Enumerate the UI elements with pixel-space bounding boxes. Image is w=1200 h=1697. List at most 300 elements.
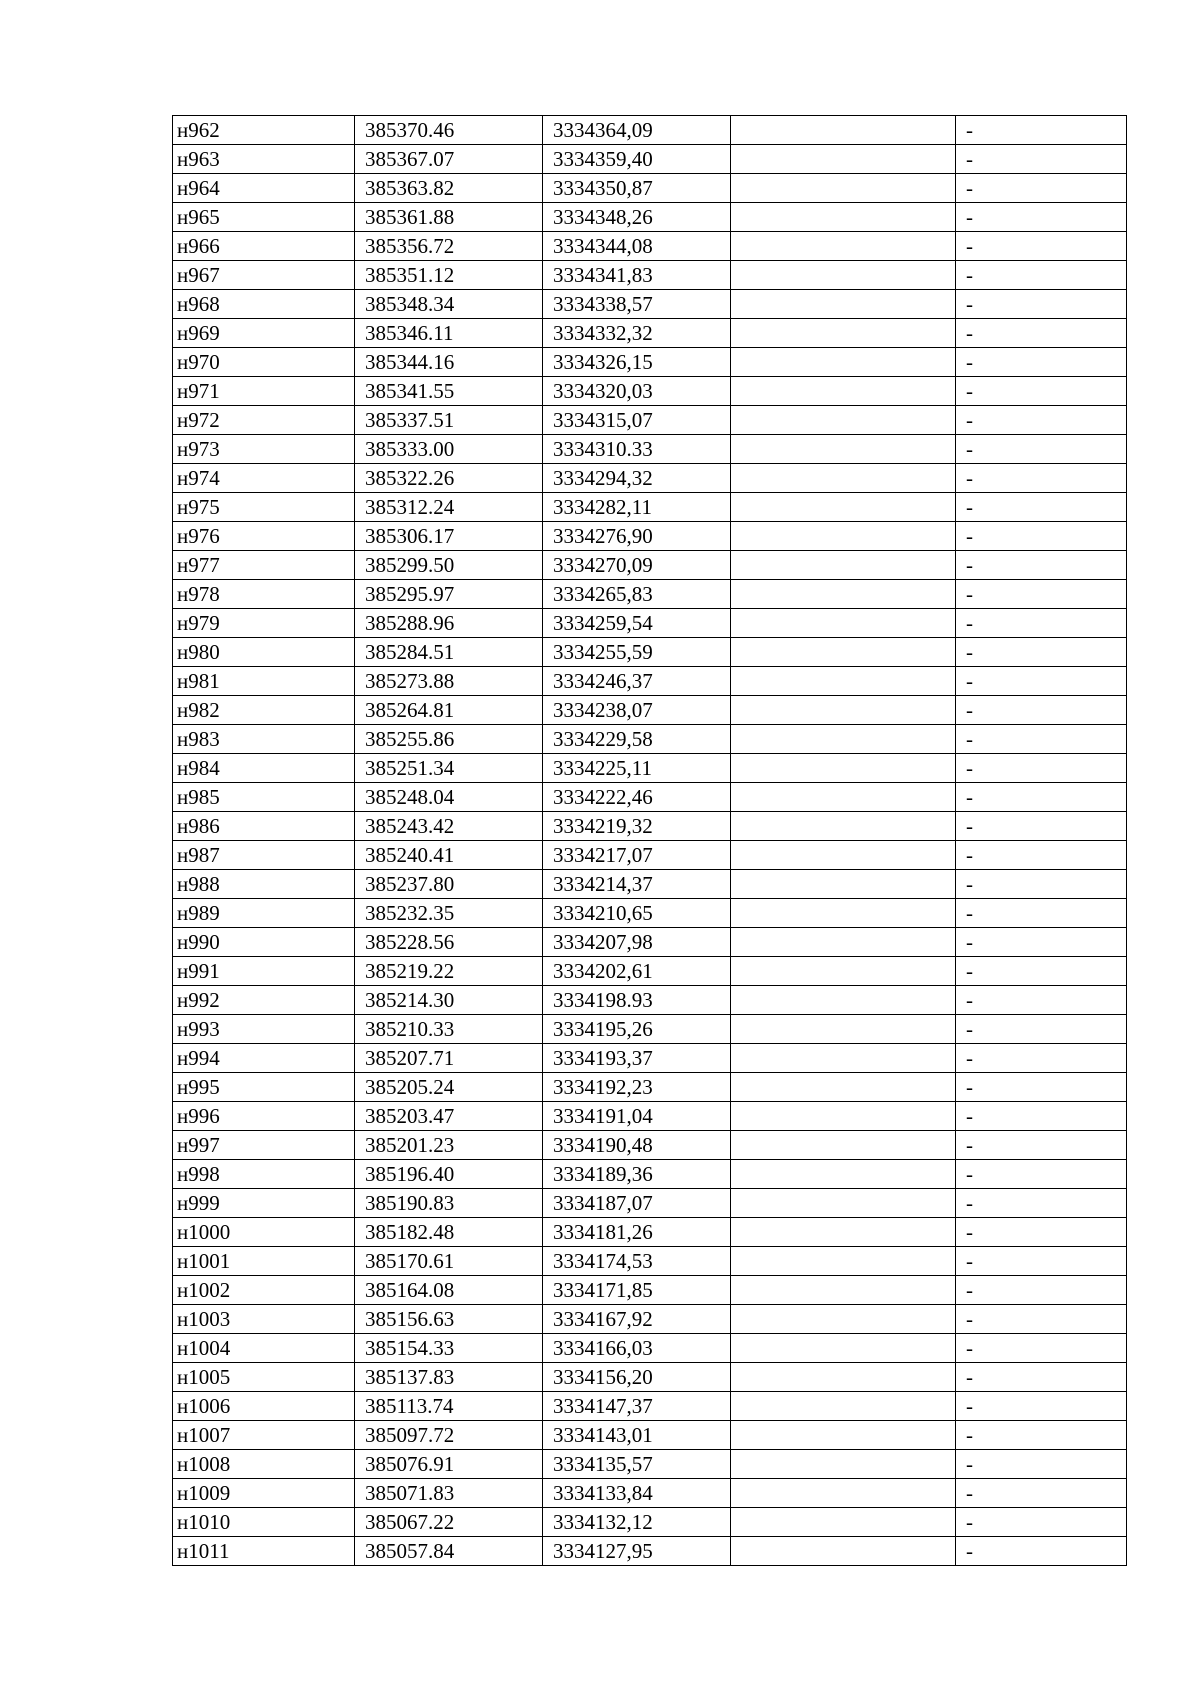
x-coordinate-cell: 385351.12 <box>355 261 543 290</box>
empty-cell <box>731 783 956 812</box>
point-id-cell: н975 <box>173 493 355 522</box>
point-id-cell: н963 <box>173 145 355 174</box>
y-coordinate-cell: 3334270,09 <box>543 551 731 580</box>
table-row <box>173 1392 1127 1421</box>
x-coordinate-cell: 385076.91 <box>355 1450 543 1479</box>
x-coordinate-cell: 385361.88 <box>355 203 543 232</box>
x-coordinate-cell: 385190.83 <box>355 1189 543 1218</box>
point-id-cell: н1002 <box>173 1276 355 1305</box>
point-id-cell: н991 <box>173 957 355 986</box>
x-coordinate-cell: 385137.83 <box>355 1363 543 1392</box>
y-coordinate-cell: 3334167,92 <box>543 1305 731 1334</box>
y-coordinate-cell: 3334195,26 <box>543 1015 731 1044</box>
point-id-cell: н990 <box>173 928 355 957</box>
table-row <box>173 812 1127 841</box>
dash-cell: - <box>956 290 1127 319</box>
empty-cell <box>731 1044 956 1073</box>
y-coordinate-cell: 3334326,15 <box>543 348 731 377</box>
x-coordinate-cell: 385370.46 <box>355 116 543 145</box>
empty-cell <box>731 1479 956 1508</box>
empty-cell <box>731 232 956 261</box>
dash-cell: - <box>956 1131 1127 1160</box>
point-id-cell: н970 <box>173 348 355 377</box>
point-id-cell: н984 <box>173 754 355 783</box>
y-coordinate-cell: 3334135,57 <box>543 1450 731 1479</box>
x-coordinate-cell: 385170.61 <box>355 1247 543 1276</box>
table-row <box>173 696 1127 725</box>
coordinates-table <box>172 115 1127 1566</box>
y-coordinate-cell: 3334192,23 <box>543 1073 731 1102</box>
x-coordinate-cell: 385348.34 <box>355 290 543 319</box>
point-id-cell: н998 <box>173 1160 355 1189</box>
table-row <box>173 1044 1127 1073</box>
empty-cell <box>731 493 956 522</box>
point-id-cell: н989 <box>173 899 355 928</box>
y-coordinate-cell: 3334255,59 <box>543 638 731 667</box>
table-row <box>173 1537 1127 1566</box>
empty-cell <box>731 319 956 348</box>
empty-cell <box>731 1334 956 1363</box>
empty-cell <box>731 1450 956 1479</box>
table-row <box>173 1247 1127 1276</box>
x-coordinate-cell: 385243.42 <box>355 812 543 841</box>
dash-cell: - <box>956 754 1127 783</box>
y-coordinate-cell: 3334315,07 <box>543 406 731 435</box>
table-row <box>173 754 1127 783</box>
y-coordinate-cell: 3334246,37 <box>543 667 731 696</box>
table-row <box>173 667 1127 696</box>
y-coordinate-cell: 3334193,37 <box>543 1044 731 1073</box>
point-id-cell: н1009 <box>173 1479 355 1508</box>
table-row <box>173 1363 1127 1392</box>
table-row <box>173 203 1127 232</box>
table-row <box>173 899 1127 928</box>
empty-cell <box>731 1508 956 1537</box>
empty-cell <box>731 145 956 174</box>
table-row <box>173 957 1127 986</box>
dash-cell: - <box>956 638 1127 667</box>
x-coordinate-cell: 385201.23 <box>355 1131 543 1160</box>
y-coordinate-cell: 3334320,03 <box>543 377 731 406</box>
point-id-cell: н980 <box>173 638 355 667</box>
y-coordinate-cell: 3334189,36 <box>543 1160 731 1189</box>
dash-cell: - <box>956 261 1127 290</box>
table-row <box>173 1218 1127 1247</box>
empty-cell <box>731 1276 956 1305</box>
table-row <box>173 406 1127 435</box>
y-coordinate-cell: 3334214,37 <box>543 870 731 899</box>
x-coordinate-cell: 385288.96 <box>355 609 543 638</box>
y-coordinate-cell: 3334207,98 <box>543 928 731 957</box>
x-coordinate-cell: 385203.47 <box>355 1102 543 1131</box>
x-coordinate-cell: 385273.88 <box>355 667 543 696</box>
empty-cell <box>731 435 956 464</box>
dash-cell: - <box>956 348 1127 377</box>
dash-cell: - <box>956 1102 1127 1131</box>
table-row <box>173 928 1127 957</box>
x-coordinate-cell: 385346.11 <box>355 319 543 348</box>
point-id-cell: н1003 <box>173 1305 355 1334</box>
y-coordinate-cell: 3334166,03 <box>543 1334 731 1363</box>
x-coordinate-cell: 385207.71 <box>355 1044 543 1073</box>
x-coordinate-cell: 385205.24 <box>355 1073 543 1102</box>
table-row <box>173 493 1127 522</box>
point-id-cell: н997 <box>173 1131 355 1160</box>
point-id-cell: н976 <box>173 522 355 551</box>
empty-cell <box>731 464 956 493</box>
y-coordinate-cell: 3334143,01 <box>543 1421 731 1450</box>
dash-cell: - <box>956 551 1127 580</box>
y-coordinate-cell: 3334344,08 <box>543 232 731 261</box>
dash-cell: - <box>956 232 1127 261</box>
dash-cell: - <box>956 609 1127 638</box>
empty-cell <box>731 261 956 290</box>
empty-cell <box>731 725 956 754</box>
table-row <box>173 783 1127 812</box>
point-id-cell: н973 <box>173 435 355 464</box>
x-coordinate-cell: 385071.83 <box>355 1479 543 1508</box>
point-id-cell: н1005 <box>173 1363 355 1392</box>
table-row <box>173 377 1127 406</box>
table-row <box>173 841 1127 870</box>
dash-cell: - <box>956 1363 1127 1392</box>
dash-cell: - <box>956 696 1127 725</box>
y-coordinate-cell: 3334238,07 <box>543 696 731 725</box>
point-id-cell: н966 <box>173 232 355 261</box>
y-coordinate-cell: 3334364,09 <box>543 116 731 145</box>
point-id-cell: н972 <box>173 406 355 435</box>
x-coordinate-cell: 385341.55 <box>355 377 543 406</box>
point-id-cell: н988 <box>173 870 355 899</box>
y-coordinate-cell: 3334341,83 <box>543 261 731 290</box>
dash-cell: - <box>956 580 1127 609</box>
point-id-cell: н985 <box>173 783 355 812</box>
dash-cell: - <box>956 870 1127 899</box>
x-coordinate-cell: 385113.74 <box>355 1392 543 1421</box>
x-coordinate-cell: 385057.84 <box>355 1537 543 1566</box>
dash-cell: - <box>956 986 1127 1015</box>
dash-cell: - <box>956 841 1127 870</box>
dash-cell: - <box>956 1247 1127 1276</box>
y-coordinate-cell: 3334202,61 <box>543 957 731 986</box>
table-row <box>173 319 1127 348</box>
x-coordinate-cell: 385156.63 <box>355 1305 543 1334</box>
empty-cell <box>731 116 956 145</box>
point-id-cell: н1008 <box>173 1450 355 1479</box>
x-coordinate-cell: 385237.80 <box>355 870 543 899</box>
empty-cell <box>731 1102 956 1131</box>
empty-cell <box>731 609 956 638</box>
y-coordinate-cell: 3334147,37 <box>543 1392 731 1421</box>
dash-cell: - <box>956 1276 1127 1305</box>
empty-cell <box>731 1160 956 1189</box>
y-coordinate-cell: 3334217,07 <box>543 841 731 870</box>
table-row <box>173 1131 1127 1160</box>
point-id-cell: н995 <box>173 1073 355 1102</box>
point-id-cell: н987 <box>173 841 355 870</box>
empty-cell <box>731 841 956 870</box>
x-coordinate-cell: 385232.35 <box>355 899 543 928</box>
table-row <box>173 580 1127 609</box>
point-id-cell: н986 <box>173 812 355 841</box>
y-coordinate-cell: 3334359,40 <box>543 145 731 174</box>
dash-cell: - <box>956 1218 1127 1247</box>
point-id-cell: н971 <box>173 377 355 406</box>
empty-cell <box>731 377 956 406</box>
point-id-cell: н968 <box>173 290 355 319</box>
y-coordinate-cell: 3334332,32 <box>543 319 731 348</box>
x-coordinate-cell: 385284.51 <box>355 638 543 667</box>
table-row <box>173 725 1127 754</box>
x-coordinate-cell: 385228.56 <box>355 928 543 957</box>
point-id-cell: н1001 <box>173 1247 355 1276</box>
dash-cell: - <box>956 377 1127 406</box>
table-row <box>173 290 1127 319</box>
dash-cell: - <box>956 783 1127 812</box>
x-coordinate-cell: 385363.82 <box>355 174 543 203</box>
y-coordinate-cell: 3334229,58 <box>543 725 731 754</box>
x-coordinate-cell: 385295.97 <box>355 580 543 609</box>
empty-cell <box>731 1305 956 1334</box>
dash-cell: - <box>956 1334 1127 1363</box>
empty-cell <box>731 870 956 899</box>
dash-cell: - <box>956 1392 1127 1421</box>
coordinates-table-body <box>173 116 1127 1566</box>
empty-cell <box>731 522 956 551</box>
point-id-cell: н1006 <box>173 1392 355 1421</box>
y-coordinate-cell: 3334156,20 <box>543 1363 731 1392</box>
empty-cell <box>731 406 956 435</box>
dash-cell: - <box>956 145 1127 174</box>
empty-cell <box>731 348 956 377</box>
point-id-cell: н969 <box>173 319 355 348</box>
table-row <box>173 1450 1127 1479</box>
table-row <box>173 609 1127 638</box>
y-coordinate-cell: 3334132,12 <box>543 1508 731 1537</box>
dash-cell: - <box>956 1450 1127 1479</box>
x-coordinate-cell: 385255.86 <box>355 725 543 754</box>
empty-cell <box>731 899 956 928</box>
empty-cell <box>731 812 956 841</box>
point-id-cell: н964 <box>173 174 355 203</box>
y-coordinate-cell: 3334198.93 <box>543 986 731 1015</box>
y-coordinate-cell: 3334174,53 <box>543 1247 731 1276</box>
empty-cell <box>731 1537 956 1566</box>
dash-cell: - <box>956 1160 1127 1189</box>
y-coordinate-cell: 3334282,11 <box>543 493 731 522</box>
y-coordinate-cell: 3334225,11 <box>543 754 731 783</box>
dash-cell: - <box>956 319 1127 348</box>
table-row <box>173 870 1127 899</box>
point-id-cell: н979 <box>173 609 355 638</box>
point-id-cell: н977 <box>173 551 355 580</box>
table-row <box>173 1421 1127 1450</box>
table-row <box>173 1305 1127 1334</box>
dash-cell: - <box>956 464 1127 493</box>
x-coordinate-cell: 385367.07 <box>355 145 543 174</box>
empty-cell <box>731 667 956 696</box>
table-row <box>173 1160 1127 1189</box>
point-id-cell: н992 <box>173 986 355 1015</box>
table-row <box>173 1015 1127 1044</box>
table-row <box>173 638 1127 667</box>
x-coordinate-cell: 385344.16 <box>355 348 543 377</box>
x-coordinate-cell: 385264.81 <box>355 696 543 725</box>
y-coordinate-cell: 3334310.33 <box>543 435 731 464</box>
y-coordinate-cell: 3334338,57 <box>543 290 731 319</box>
dash-cell: - <box>956 928 1127 957</box>
y-coordinate-cell: 3334187,07 <box>543 1189 731 1218</box>
x-coordinate-cell: 385210.33 <box>355 1015 543 1044</box>
empty-cell <box>731 1392 956 1421</box>
y-coordinate-cell: 3334190,48 <box>543 1131 731 1160</box>
point-id-cell: н999 <box>173 1189 355 1218</box>
point-id-cell: н982 <box>173 696 355 725</box>
dash-cell: - <box>956 1044 1127 1073</box>
x-coordinate-cell: 385182.48 <box>355 1218 543 1247</box>
empty-cell <box>731 580 956 609</box>
x-coordinate-cell: 385196.40 <box>355 1160 543 1189</box>
dash-cell: - <box>956 725 1127 754</box>
x-coordinate-cell: 385214.30 <box>355 986 543 1015</box>
y-coordinate-cell: 3334171,85 <box>543 1276 731 1305</box>
empty-cell <box>731 1189 956 1218</box>
point-id-cell: н983 <box>173 725 355 754</box>
point-id-cell: н967 <box>173 261 355 290</box>
empty-cell <box>731 1073 956 1102</box>
x-coordinate-cell: 385337.51 <box>355 406 543 435</box>
empty-cell <box>731 551 956 580</box>
table-row <box>173 1479 1127 1508</box>
x-coordinate-cell: 385299.50 <box>355 551 543 580</box>
table-row <box>173 1102 1127 1131</box>
x-coordinate-cell: 385154.33 <box>355 1334 543 1363</box>
empty-cell <box>731 1131 956 1160</box>
table-row <box>173 232 1127 261</box>
dash-cell: - <box>956 1479 1127 1508</box>
empty-cell <box>731 1421 956 1450</box>
point-id-cell: н962 <box>173 116 355 145</box>
dash-cell: - <box>956 957 1127 986</box>
table-row <box>173 261 1127 290</box>
point-id-cell: н1004 <box>173 1334 355 1363</box>
x-coordinate-cell: 385097.72 <box>355 1421 543 1450</box>
y-coordinate-cell: 3334133,84 <box>543 1479 731 1508</box>
dash-cell: - <box>956 435 1127 464</box>
empty-cell <box>731 754 956 783</box>
x-coordinate-cell: 385164.08 <box>355 1276 543 1305</box>
dash-cell: - <box>956 899 1127 928</box>
empty-cell <box>731 1218 956 1247</box>
table-row <box>173 348 1127 377</box>
x-coordinate-cell: 385067.22 <box>355 1508 543 1537</box>
x-coordinate-cell: 385333.00 <box>355 435 543 464</box>
point-id-cell: н978 <box>173 580 355 609</box>
y-coordinate-cell: 3334219,32 <box>543 812 731 841</box>
table-row <box>173 1508 1127 1537</box>
y-coordinate-cell: 3334294,32 <box>543 464 731 493</box>
point-id-cell: н994 <box>173 1044 355 1073</box>
table-row <box>173 145 1127 174</box>
y-coordinate-cell: 3334127,95 <box>543 1537 731 1566</box>
point-id-cell: н1000 <box>173 1218 355 1247</box>
empty-cell <box>731 986 956 1015</box>
x-coordinate-cell: 385322.26 <box>355 464 543 493</box>
table-row <box>173 1073 1127 1102</box>
point-id-cell: н981 <box>173 667 355 696</box>
table-row <box>173 551 1127 580</box>
y-coordinate-cell: 3334350,87 <box>543 174 731 203</box>
table-row <box>173 1276 1127 1305</box>
x-coordinate-cell: 385312.24 <box>355 493 543 522</box>
y-coordinate-cell: 3334210,65 <box>543 899 731 928</box>
empty-cell <box>731 638 956 667</box>
empty-cell <box>731 203 956 232</box>
y-coordinate-cell: 3334181,26 <box>543 1218 731 1247</box>
dash-cell: - <box>956 1508 1127 1537</box>
dash-cell: - <box>956 1305 1127 1334</box>
point-id-cell: н974 <box>173 464 355 493</box>
empty-cell <box>731 290 956 319</box>
empty-cell <box>731 928 956 957</box>
x-coordinate-cell: 385240.41 <box>355 841 543 870</box>
dash-cell: - <box>956 812 1127 841</box>
y-coordinate-cell: 3334348,26 <box>543 203 731 232</box>
dash-cell: - <box>956 1189 1127 1218</box>
table-row <box>173 435 1127 464</box>
x-coordinate-cell: 385248.04 <box>355 783 543 812</box>
x-coordinate-cell: 385251.34 <box>355 754 543 783</box>
x-coordinate-cell: 385356.72 <box>355 232 543 261</box>
y-coordinate-cell: 3334276,90 <box>543 522 731 551</box>
dash-cell: - <box>956 203 1127 232</box>
empty-cell <box>731 1015 956 1044</box>
dash-cell: - <box>956 1537 1127 1566</box>
point-id-cell: н996 <box>173 1102 355 1131</box>
point-id-cell: н993 <box>173 1015 355 1044</box>
table-row <box>173 1334 1127 1363</box>
dash-cell: - <box>956 1421 1127 1450</box>
table-row <box>173 1189 1127 1218</box>
y-coordinate-cell: 3334222,46 <box>543 783 731 812</box>
x-coordinate-cell: 385306.17 <box>355 522 543 551</box>
table-row <box>173 986 1127 1015</box>
dash-cell: - <box>956 1073 1127 1102</box>
point-id-cell: н965 <box>173 203 355 232</box>
dash-cell: - <box>956 493 1127 522</box>
y-coordinate-cell: 3334265,83 <box>543 580 731 609</box>
table-row <box>173 174 1127 203</box>
dash-cell: - <box>956 174 1127 203</box>
y-coordinate-cell: 3334191,04 <box>543 1102 731 1131</box>
dash-cell: - <box>956 116 1127 145</box>
table-row <box>173 116 1127 145</box>
empty-cell <box>731 1363 956 1392</box>
empty-cell <box>731 1247 956 1276</box>
empty-cell <box>731 174 956 203</box>
table-row <box>173 522 1127 551</box>
empty-cell <box>731 957 956 986</box>
dash-cell: - <box>956 1015 1127 1044</box>
y-coordinate-cell: 3334259,54 <box>543 609 731 638</box>
point-id-cell: н1007 <box>173 1421 355 1450</box>
dash-cell: - <box>956 667 1127 696</box>
dash-cell: - <box>956 522 1127 551</box>
point-id-cell: н1011 <box>173 1537 355 1566</box>
point-id-cell: н1010 <box>173 1508 355 1537</box>
empty-cell <box>731 696 956 725</box>
table-row <box>173 464 1127 493</box>
